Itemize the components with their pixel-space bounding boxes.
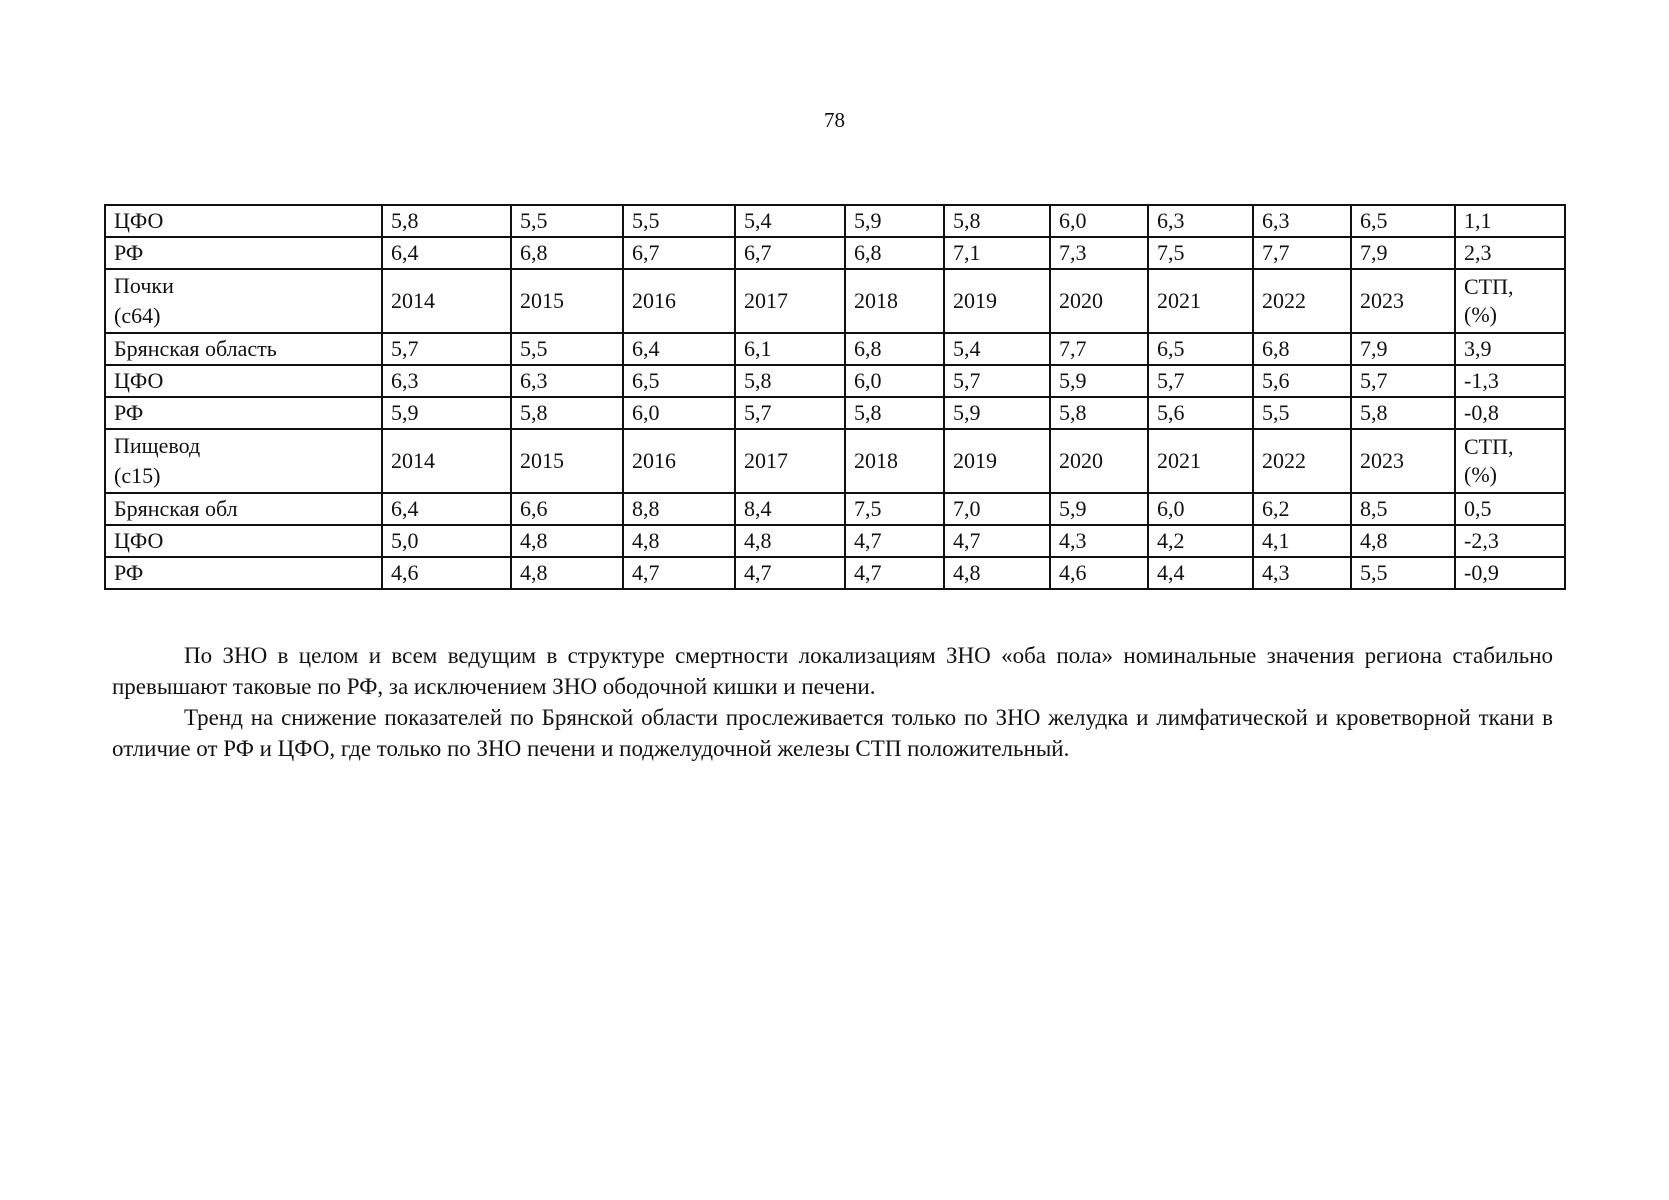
- value-cell: 5,7: [735, 397, 845, 429]
- value-cell: 6,8: [845, 237, 944, 269]
- value-cell: 5,5: [511, 205, 623, 237]
- row-label: РФ: [105, 237, 382, 269]
- stp-header: [1455, 429, 1565, 493]
- value-cell: 2,3: [1455, 237, 1565, 269]
- table-row: [105, 397, 1565, 429]
- value-cell: 7,9: [1351, 237, 1455, 269]
- value-cell: 6,3: [1148, 205, 1253, 237]
- value-cell: -1,3: [1455, 365, 1565, 397]
- year-cell: 2023: [1351, 269, 1455, 333]
- value-cell: 5,6: [1148, 397, 1253, 429]
- section-code: (с15): [114, 463, 161, 488]
- mortality-table: [104, 204, 1566, 590]
- value-cell: 6,4: [382, 237, 511, 269]
- value-cell: -0,8: [1455, 397, 1565, 429]
- year-cell: 2015: [511, 429, 623, 493]
- body-text: [112, 640, 1553, 764]
- value-cell: 4,6: [1050, 557, 1148, 589]
- value-cell: 5,8: [382, 205, 511, 237]
- value-cell: 3,9: [1455, 333, 1565, 365]
- stp-unit: (%): [1464, 462, 1497, 487]
- value-cell: 5,7: [1351, 365, 1455, 397]
- value-cell: 8,4: [735, 493, 845, 525]
- row-label: Брянская область: [105, 333, 382, 365]
- row-label: РФ: [105, 557, 382, 589]
- value-cell: 5,8: [845, 397, 944, 429]
- value-cell: 7,3: [1050, 237, 1148, 269]
- value-cell: 6,0: [845, 365, 944, 397]
- value-cell: 6,3: [1253, 205, 1351, 237]
- year-cell: 2020: [1050, 429, 1148, 493]
- year-cell: 2014: [382, 269, 511, 333]
- table-row: [105, 237, 1565, 269]
- value-cell: 5,5: [623, 205, 735, 237]
- row-label: Брянская обл: [105, 493, 382, 525]
- value-cell: 4,8: [944, 557, 1050, 589]
- value-cell: 5,7: [382, 333, 511, 365]
- year-cell: 2021: [1148, 429, 1253, 493]
- value-cell: 5,8: [511, 397, 623, 429]
- value-cell: 7,7: [1253, 237, 1351, 269]
- value-cell: 4,7: [845, 525, 944, 557]
- value-cell: -2,3: [1455, 525, 1565, 557]
- value-cell: 6,5: [623, 365, 735, 397]
- value-cell: 7,7: [1050, 333, 1148, 365]
- value-cell: 4,8: [511, 557, 623, 589]
- value-cell: 8,5: [1351, 493, 1455, 525]
- row-label: [105, 269, 382, 333]
- section-title: Пищевод: [114, 433, 201, 458]
- year-cell: 2020: [1050, 269, 1148, 333]
- row-label: РФ: [105, 397, 382, 429]
- section-code: (с64): [114, 303, 161, 328]
- value-cell: 5,8: [1351, 397, 1455, 429]
- value-cell: 4,8: [735, 525, 845, 557]
- value-cell: 5,9: [944, 397, 1050, 429]
- table-row: [105, 333, 1565, 365]
- value-cell: 6,5: [1351, 205, 1455, 237]
- value-cell: 6,0: [1050, 205, 1148, 237]
- value-cell: 7,5: [845, 493, 944, 525]
- year-cell: 2014: [382, 429, 511, 493]
- value-cell: 6,3: [511, 365, 623, 397]
- value-cell: 7,1: [944, 237, 1050, 269]
- table-row: [105, 205, 1565, 237]
- year-cell: 2021: [1148, 269, 1253, 333]
- value-cell: 6,7: [735, 237, 845, 269]
- value-cell: 6,5: [1148, 333, 1253, 365]
- value-cell: 4,8: [511, 525, 623, 557]
- value-cell: 4,7: [623, 557, 735, 589]
- value-cell: 6,0: [623, 397, 735, 429]
- value-cell: 4,7: [944, 525, 1050, 557]
- year-cell: 2019: [944, 429, 1050, 493]
- value-cell: 6,8: [511, 237, 623, 269]
- value-cell: 7,0: [944, 493, 1050, 525]
- year-cell: 2016: [623, 269, 735, 333]
- year-cell: 2023: [1351, 429, 1455, 493]
- value-cell: 8,8: [623, 493, 735, 525]
- year-cell: 2022: [1253, 269, 1351, 333]
- value-cell: 5,9: [1050, 365, 1148, 397]
- year-cell: 2018: [845, 429, 944, 493]
- stp-header: [1455, 269, 1565, 333]
- value-cell: 5,5: [1351, 557, 1455, 589]
- value-cell: 4,6: [382, 557, 511, 589]
- value-cell: 6,1: [735, 333, 845, 365]
- value-cell: 6,4: [382, 493, 511, 525]
- value-cell: 6,3: [382, 365, 511, 397]
- row-label: ЦФО: [105, 365, 382, 397]
- value-cell: 1,1: [1455, 205, 1565, 237]
- table-row: [105, 525, 1565, 557]
- value-cell: 4,3: [1253, 557, 1351, 589]
- stp-label: СТП,: [1464, 434, 1514, 459]
- row-label: [105, 429, 382, 493]
- year-cell: 2019: [944, 269, 1050, 333]
- year-cell: 2017: [735, 269, 845, 333]
- value-cell: -0,9: [1455, 557, 1565, 589]
- paragraph: По ЗНО в целом и всем ведущим в структуре смертности локализациям ЗНО «оба пола» номинальные значения региона стабильно превышают таковые по РФ, за исключением ЗНО ободочной кишки и печени.: [112, 643, 1553, 699]
- value-cell: 5,6: [1253, 365, 1351, 397]
- table-section-header: [105, 429, 1565, 493]
- value-cell: 5,8: [1050, 397, 1148, 429]
- value-cell: 7,9: [1351, 333, 1455, 365]
- value-cell: 6,6: [511, 493, 623, 525]
- year-cell: 2017: [735, 429, 845, 493]
- value-cell: 6,2: [1253, 493, 1351, 525]
- value-cell: 5,5: [1253, 397, 1351, 429]
- value-cell: 4,8: [1351, 525, 1455, 557]
- value-cell: 5,7: [944, 365, 1050, 397]
- year-cell: 2022: [1253, 429, 1351, 493]
- paragraph: Тренд на снижение показателей по Брянской области прослеживается только по ЗНО желудка и лимфатической и кроветворной ткани в отличие от РФ и ЦФО, где только по ЗНО печени и поджелудочной железы СТП положительный.: [112, 705, 1553, 761]
- value-cell: 4,2: [1148, 525, 1253, 557]
- value-cell: 4,3: [1050, 525, 1148, 557]
- value-cell: 5,4: [735, 205, 845, 237]
- value-cell: 7,5: [1148, 237, 1253, 269]
- value-cell: 5,0: [382, 525, 511, 557]
- value-cell: 5,7: [1148, 365, 1253, 397]
- value-cell: 6,8: [1253, 333, 1351, 365]
- value-cell: 5,4: [944, 333, 1050, 365]
- value-cell: 5,9: [382, 397, 511, 429]
- year-cell: 2016: [623, 429, 735, 493]
- stp-unit: (%): [1464, 302, 1497, 327]
- value-cell: 6,7: [623, 237, 735, 269]
- year-cell: 2018: [845, 269, 944, 333]
- value-cell: 4,4: [1148, 557, 1253, 589]
- table-row: [105, 557, 1565, 589]
- value-cell: 4,1: [1253, 525, 1351, 557]
- table-row: [105, 365, 1565, 397]
- value-cell: 4,8: [623, 525, 735, 557]
- row-label: ЦФО: [105, 205, 382, 237]
- table-section-header: [105, 269, 1565, 333]
- value-cell: 5,8: [735, 365, 845, 397]
- row-label: ЦФО: [105, 525, 382, 557]
- value-cell: 5,9: [1050, 493, 1148, 525]
- value-cell: 4,7: [735, 557, 845, 589]
- value-cell: 5,5: [511, 333, 623, 365]
- value-cell: 6,4: [623, 333, 735, 365]
- section-title: Почки: [114, 273, 174, 298]
- stp-label: СТП,: [1464, 274, 1514, 299]
- page-number: 78: [824, 108, 845, 132]
- value-cell: 6,8: [845, 333, 944, 365]
- year-cell: 2015: [511, 269, 623, 333]
- value-cell: 5,9: [845, 205, 944, 237]
- value-cell: 5,8: [944, 205, 1050, 237]
- value-cell: 4,7: [845, 557, 944, 589]
- table-row: [105, 493, 1565, 525]
- value-cell: 6,0: [1148, 493, 1253, 525]
- value-cell: 0,5: [1455, 493, 1565, 525]
